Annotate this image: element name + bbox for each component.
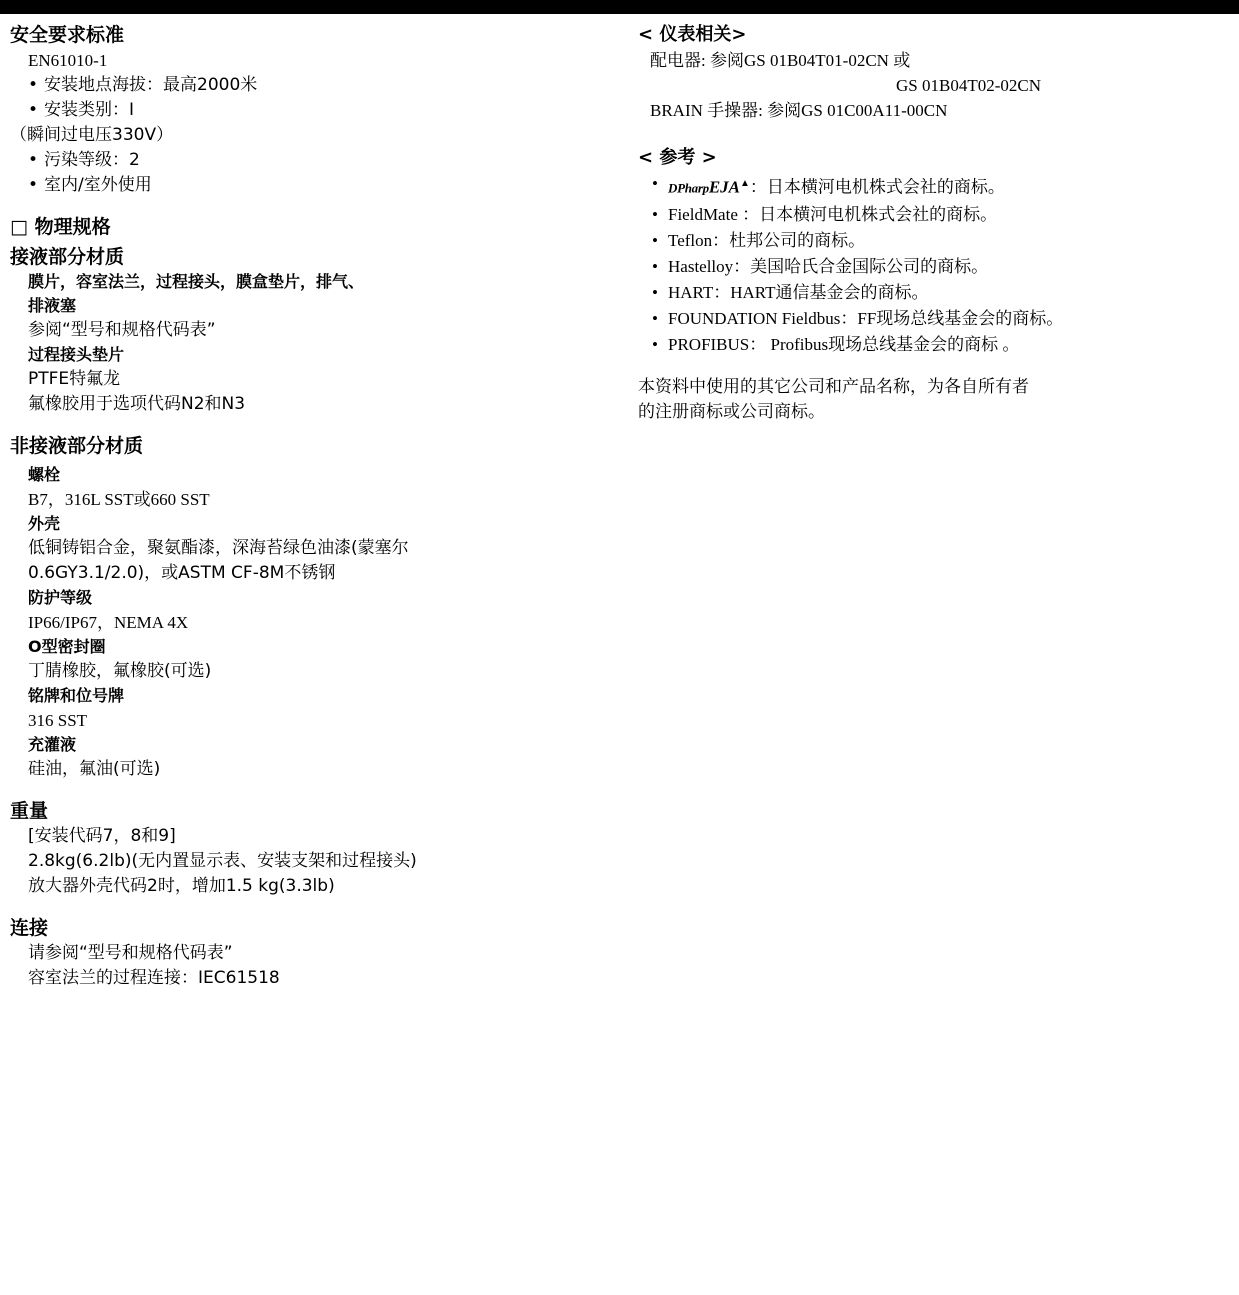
wetted-sub1-body: 参阅“型号和规格代码表” [28,320,216,340]
nonwetted-housing-line2: 0.6GY3.1/2.0)，或ASTM CF-8M不锈钢 [28,563,336,583]
nonwetted-bolts-title: 螺栓 [28,465,61,484]
connection-heading: 连接 [10,917,49,939]
connection-line1: 请参阅“型号和规格代码表” [28,943,233,963]
nonwetted-item-bolts [10,463,620,512]
reference-item-hastelloy: • Hastelloy：美国哈氏合金国际公司的商标。 [638,254,1239,280]
weight-line3: 放大器外壳代码2时，增加1.5 kg(3.3lb) [28,876,335,896]
instrument-power-supply-line2: GS 01B04T02-02CN [896,76,1041,95]
trademark-footer-line2: 的注册商标或公司商标。 [638,401,825,421]
safety-bullet-pollution: • 污染等级：2 [10,148,620,173]
safety-bullet-category: • 安装类别：Ⅰ [10,98,620,123]
nonwetted-fillfluid-title: 充灌液 [28,735,77,754]
wetted-sub2-body2: 氟橡胶用于选项代码N2和N3 [28,394,246,414]
instrument-brain-terminal-line: BRAIN 手操器: 参阅GS 01C00A11-00CN [650,101,948,120]
nonwetted-item-oring [10,635,620,684]
nonwetted-item-fillfluid [10,733,620,782]
weight-heading: 重量 [10,800,49,822]
reference-item-teflon: • Teflon：杜邦公司的商标。 [638,228,1239,254]
instrument-related-heading: < 仪表相关> [638,24,747,45]
wetted-sub1-line2: 排液塞 [28,296,77,315]
nonwetted-nameplate-title: 铭牌和位号牌 [28,686,125,705]
nonwetted-oring-line1: 丁腈橡胶，氟橡胶(可选) [28,661,212,681]
nonwetted-protection-line1: IP66/IP67，NEMA 4X [28,613,189,632]
nonwetted-parts-heading: 非接液部分材质 [10,435,144,457]
eja-logo-sup: ▲ [740,178,750,189]
weight-line2: 2.8kg(6.2lb)(无内置显示表、安装支架和过程接头) [28,851,417,871]
nonwetted-bolts-line1: B7，316L SST或660 SST [28,490,210,509]
trademark-footer-line1: 本资料中使用的其它公司和产品名称，为各自所有者 [638,376,1029,396]
wetted-sub2-body1: PTFE特氟龙 [28,369,121,389]
nonwetted-protection-title: 防护等级 [28,588,93,607]
safety-standard-name: EN61010-1 [28,51,108,70]
nonwetted-housing-title: 外壳 [28,514,61,533]
reference-item-dpharp [638,171,1239,202]
safety-standard-heading: 安全要求标准 [10,24,125,46]
wetted-parts-heading: 接液部分材质 [10,246,125,268]
reference-item-foundation-fieldbus: • FOUNDATION Fieldbus：FF现场总线基金会的商标。 [638,306,1239,332]
instrument-power-supply-line1: 配电器: 参阅GS 01B04T01-02CN 或 [650,51,911,70]
nonwetted-fillfluid-line1: 硅油，氟油(可选) [28,759,161,779]
physical-spec-heading: □ 物理规格 [10,216,111,238]
nonwetted-housing-line1: 低铜铸铝合金，聚氨酯漆，深海苔绿色油漆(蒙塞尔 [28,538,409,558]
nonwetted-nameplate-line1: 316 SST [28,711,88,730]
nonwetted-oring-title: O型密封圈 [28,637,106,656]
left-column [0,22,620,991]
nonwetted-item-protection [10,586,620,635]
eja-logo: EJA [708,177,741,197]
reference-dpharp-text: ：日本横河电机株式会社的商标。 [749,177,1005,198]
two-column-layout [0,22,1239,991]
safety-note-overvoltage: （瞬间过电压330V） [10,125,174,145]
page-top-rule [0,0,1239,14]
right-column [620,22,1239,424]
dpharp-logo: DPharp [668,180,709,196]
safety-bullet-altitude: • 安装地点海拔：最高2000米 [10,73,620,98]
wetted-sub1-line1: 膜片，容室法兰，过程接头，膜盒垫片，排气、 [28,272,365,291]
page-top-rule-gap [0,14,1239,19]
reference-heading: < 参考 > [638,147,717,168]
nonwetted-item-housing [10,512,620,586]
weight-line1: [安装代码7，8和9] [28,826,176,846]
reference-item-fieldmate: • FieldMate ：日本横河电机株式会社的商标。 [638,202,1239,228]
nonwetted-item-nameplate [10,684,620,733]
wetted-sub2-heading: 过程接头垫片 [28,345,125,364]
reference-item-profibus: • PROFIBUS： Profibus现场总线基金会的商标 。 [638,332,1239,358]
safety-bullet-indoor-outdoor: • 室内/室外使用 [10,173,620,198]
reference-item-hart: • HART：HART通信基金会的商标。 [638,280,1239,306]
connection-line2: 容室法兰的过程连接：IEC61518 [28,968,280,988]
